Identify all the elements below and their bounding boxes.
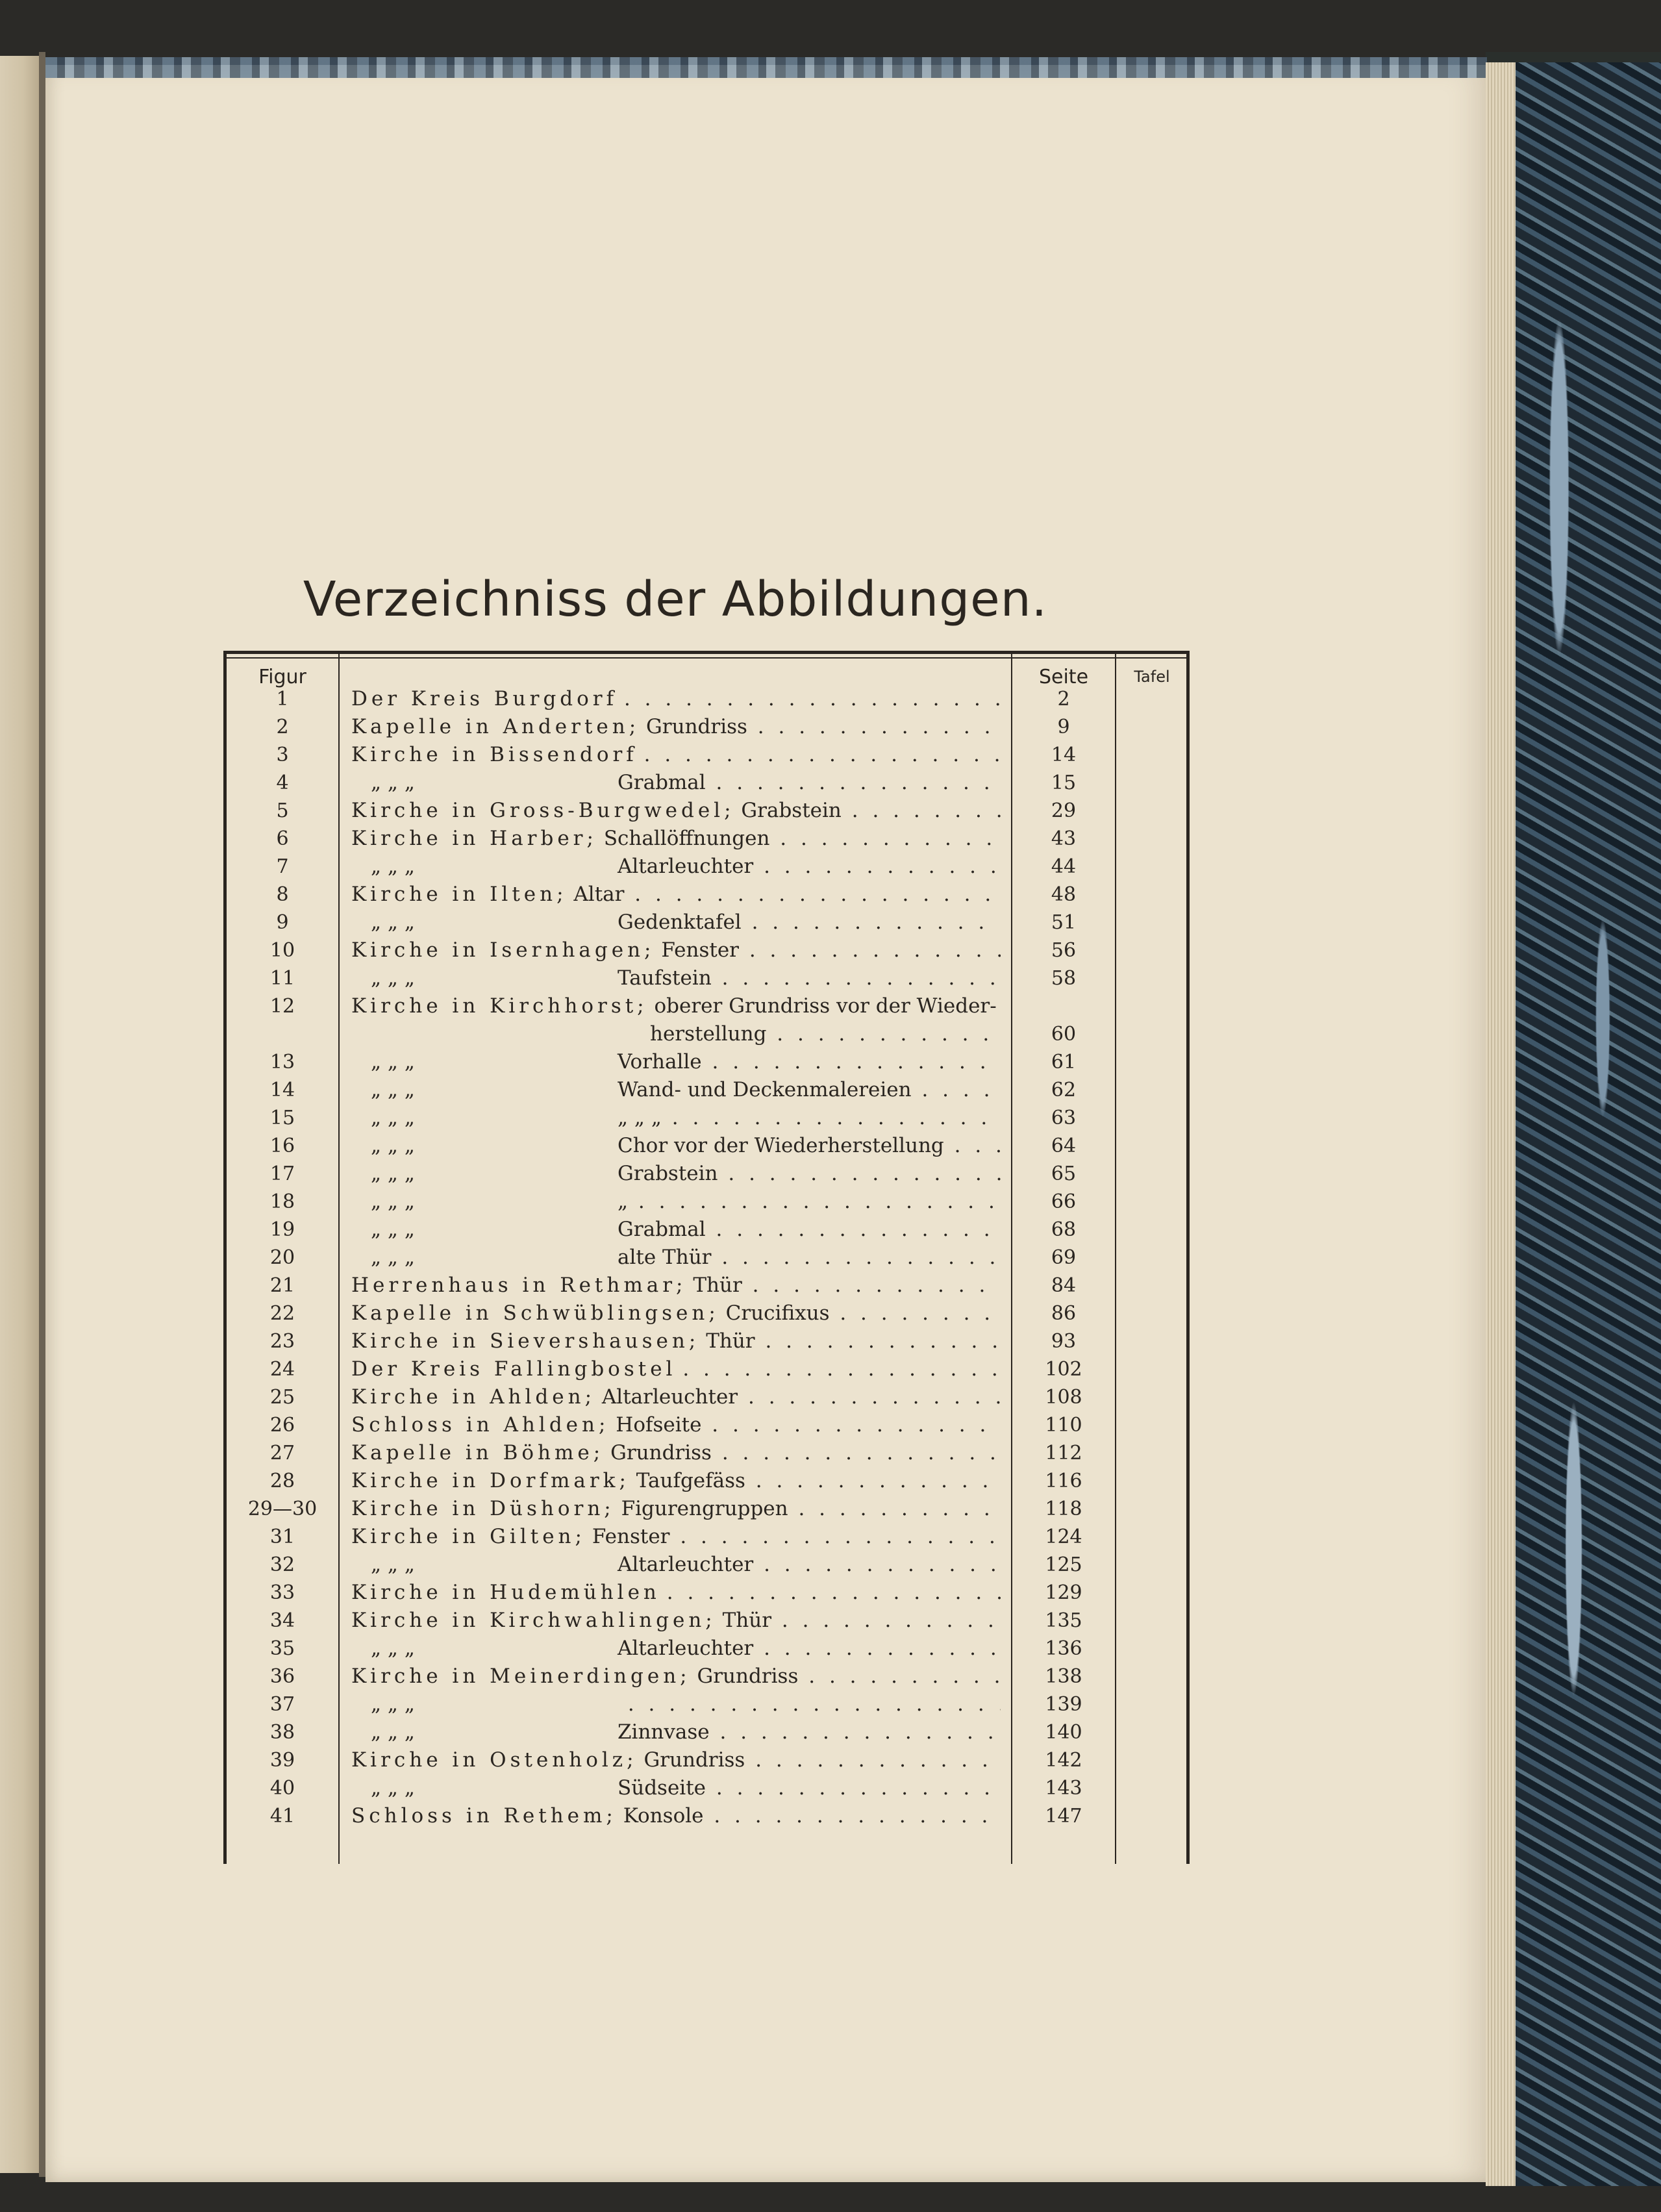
table-row: [227, 1439, 1186, 1467]
figure-description: [351, 964, 1001, 992]
header-seite: Seite: [1038, 666, 1089, 688]
place-name: Kirche in Kirchhorst;: [351, 994, 648, 1018]
figure-description: [351, 936, 1001, 964]
detail-text: Grundriss: [610, 1441, 712, 1464]
page-number: 139: [1045, 1693, 1082, 1716]
ditto-marks: „ „ „: [371, 1078, 415, 1101]
detail-text: Konsole: [623, 1804, 704, 1828]
table-row: [227, 713, 1186, 741]
figure-number: 20: [269, 1246, 295, 1269]
table-row: [227, 825, 1186, 853]
detail-text: Thür: [706, 1329, 755, 1353]
place-name: Der Kreis Fallingbostel: [351, 1357, 677, 1381]
place-name: Kapelle in Böhme;: [351, 1441, 605, 1464]
table-row: [227, 1132, 1186, 1160]
figure-description: [351, 1160, 1001, 1188]
figure-number: 16: [269, 1135, 295, 1157]
detail-text: alte Thür: [618, 1246, 712, 1269]
figure-number: 40: [269, 1777, 295, 1800]
figure-number: 8: [276, 883, 289, 906]
table-row: [227, 797, 1186, 825]
page-number: 140: [1045, 1721, 1082, 1744]
place-name: Kirche in Isernhagen;: [351, 938, 655, 962]
detail-text: Südseite: [618, 1776, 706, 1800]
ditto-marks: „ „ „: [371, 1776, 415, 1800]
ditto-marks: „ „ „: [371, 1162, 415, 1185]
ditto-marks: „ „ „: [371, 911, 415, 934]
table-row: [227, 909, 1186, 936]
detail-text: Fenster: [592, 1525, 670, 1548]
place-name: Kirche in Meinerdingen;: [351, 1665, 691, 1688]
place-name: Kirche in Dorfmark;: [351, 1469, 630, 1492]
figure-description: [351, 1300, 1001, 1327]
book-gutter: [39, 52, 45, 2177]
ditto-marks: „ „ „: [371, 771, 415, 794]
figure-number: 39: [269, 1749, 295, 1772]
marbled-cover: [1516, 62, 1661, 2186]
table-row: [227, 1663, 1186, 1690]
figure-index-table: [223, 651, 1190, 1864]
page-stack-edge: [1486, 62, 1516, 2186]
table-row: [227, 1718, 1186, 1746]
detail-text: Grundriss: [643, 1748, 745, 1772]
page-number: 129: [1045, 1581, 1082, 1604]
ditto-marks: „ „ „: [371, 1637, 415, 1660]
table-row: [227, 881, 1186, 909]
table-row: [227, 1300, 1186, 1327]
page-number: 124: [1045, 1526, 1082, 1548]
page-number: 44: [1051, 855, 1077, 878]
detail-text: Vorhalle: [618, 1050, 702, 1074]
detail-text: Schallöffnungen: [603, 827, 770, 850]
figure-number: 36: [269, 1665, 295, 1688]
place-name: Kirche in Hudemühlen: [351, 1581, 660, 1604]
detail-text: Grabmal: [618, 771, 706, 794]
page-number: 138: [1045, 1665, 1082, 1688]
detail-text: Gedenktafel: [618, 911, 742, 934]
figure-number: 17: [269, 1163, 295, 1185]
page-number: 110: [1045, 1414, 1082, 1437]
table-row: [227, 1746, 1186, 1774]
figure-description: [351, 909, 1001, 936]
figure-number: 26: [269, 1414, 295, 1437]
detail-text: Grabmal: [618, 1218, 706, 1241]
detail-text: Grabstein: [741, 799, 842, 822]
place-name: Kapelle in Anderten;: [351, 715, 640, 738]
table-row: [227, 1607, 1186, 1635]
figure-number: 24: [269, 1358, 295, 1381]
figure-description: [351, 1579, 1001, 1607]
ditto-marks: „ „ „: [371, 1106, 415, 1129]
figure-description: [351, 1272, 1001, 1300]
page-number: 63: [1051, 1107, 1077, 1129]
table-row: [227, 1635, 1186, 1663]
table-row: [227, 936, 1186, 964]
page-number: 64: [1051, 1135, 1077, 1157]
table-row: [227, 1523, 1186, 1551]
place-name: Kirche in Sievershausen;: [351, 1329, 700, 1353]
figure-description: [351, 1020, 1001, 1048]
place-name: Schloss in Ahlden;: [351, 1413, 610, 1437]
table-row: [227, 1104, 1186, 1132]
figure-number: 41: [269, 1805, 295, 1828]
left-page-edge: [0, 56, 39, 2173]
figure-description: [351, 825, 1001, 853]
detail-text: Altarleuchter: [618, 855, 754, 878]
table-row: [227, 769, 1186, 797]
detail-text: Chor vor der Wiederherstellung: [618, 1134, 944, 1157]
page-number: 102: [1045, 1358, 1082, 1381]
page-number: 14: [1051, 744, 1077, 766]
figure-description: [351, 797, 1001, 825]
page-number: 147: [1045, 1805, 1082, 1828]
ditto-marks: „ „ „: [371, 1190, 415, 1213]
figure-description: [351, 1718, 1001, 1746]
figure-number: 21: [269, 1274, 295, 1297]
figure-number: 5: [276, 799, 289, 822]
detail-text: Fenster: [661, 938, 739, 962]
table-row: [227, 1383, 1186, 1411]
table-row: [227, 964, 1186, 992]
detail-text: „ „ „: [618, 1106, 662, 1129]
figure-number: 33: [269, 1581, 295, 1604]
figure-description: [351, 1439, 1001, 1467]
detail-text: Thür: [693, 1274, 742, 1297]
table-row: [227, 1076, 1186, 1104]
table-row: [227, 1020, 1186, 1048]
figure-description: [351, 1076, 1001, 1104]
figure-description: [351, 1355, 1001, 1383]
figure-description: [351, 713, 1001, 741]
page-number: 84: [1051, 1274, 1077, 1297]
figure-number: 34: [269, 1609, 295, 1632]
figure-number: 37: [269, 1693, 295, 1716]
table-row: [227, 1774, 1186, 1802]
detail-text: Altar: [573, 883, 625, 906]
figure-number: 31: [269, 1526, 295, 1548]
table-row: [227, 1216, 1186, 1244]
place-name: Schloss in Rethem;: [351, 1804, 617, 1828]
figure-description: [351, 1244, 1001, 1272]
detail-text: Taufgefäss: [636, 1469, 745, 1492]
figure-description: [351, 881, 1001, 909]
page-number: 86: [1051, 1302, 1077, 1325]
figure-number: 2: [276, 716, 289, 738]
figure-number: 11: [269, 967, 295, 990]
table-row: [227, 1244, 1186, 1272]
page-number: 125: [1045, 1553, 1082, 1576]
figure-description: [351, 1635, 1001, 1663]
page-number: 43: [1051, 827, 1077, 850]
figure-number: 14: [269, 1079, 295, 1101]
table-row: [227, 1272, 1186, 1300]
page-number: 66: [1051, 1190, 1077, 1213]
detail-text: Altarleuchter: [618, 1637, 754, 1660]
page-number: 9: [1057, 716, 1070, 738]
detail-text: Altarleuchter: [601, 1385, 738, 1409]
page-number: 112: [1045, 1442, 1082, 1464]
figure-number: 38: [269, 1721, 295, 1744]
page-number: 51: [1051, 911, 1077, 934]
figure-number: 9: [276, 911, 289, 934]
figure-description: [351, 1383, 1001, 1411]
detail-text: Grundriss: [697, 1665, 799, 1688]
figure-number: 28: [269, 1470, 295, 1492]
ditto-marks: „ „ „: [371, 1692, 415, 1716]
page-number: 15: [1051, 772, 1077, 794]
page-number: 56: [1051, 939, 1077, 962]
place-name: Kirche in Harber;: [351, 827, 597, 850]
detail-text: oberer Grundriss vor der Wieder-: [654, 994, 997, 1018]
page-number: 142: [1045, 1749, 1082, 1772]
detail-text: Altarleuchter: [618, 1553, 754, 1576]
table-row: [227, 685, 1186, 713]
figure-number: 22: [269, 1302, 295, 1325]
figure-number: 18: [269, 1190, 295, 1213]
detail-text: Zinnvase: [618, 1720, 710, 1744]
page-number: 62: [1051, 1079, 1077, 1101]
marbled-top-strip: [45, 57, 1487, 78]
figure-description: [351, 1327, 1001, 1355]
page-number: 29: [1051, 799, 1077, 822]
table-row: [227, 1690, 1186, 1718]
figure-number: 27: [269, 1442, 295, 1464]
figure-number: 25: [269, 1386, 295, 1409]
figure-number: 15: [269, 1107, 295, 1129]
figure-description: [351, 1104, 1001, 1132]
detail-text: Taufstein: [618, 966, 712, 990]
detail-text: „: [618, 1190, 629, 1213]
table-row: [227, 992, 1186, 1020]
figure-number: 3: [276, 744, 289, 766]
table-row: [227, 1802, 1186, 1830]
table-row: [227, 1048, 1186, 1076]
figure-description: [351, 1048, 1001, 1076]
figure-description: [351, 741, 1001, 769]
place-name: Kirche in Gilten;: [351, 1525, 586, 1548]
figure-description: [351, 769, 1001, 797]
figure-number: 12: [269, 995, 295, 1018]
ditto-marks: „ „ „: [371, 1720, 415, 1744]
figure-description: [351, 1746, 1001, 1774]
ditto-marks: „ „ „: [371, 855, 415, 878]
page-title: Verzeichniss der Abbildungen.: [303, 572, 1048, 627]
place-name: Kirche in Gross-Burgwedel;: [351, 799, 735, 822]
figure-description: [351, 685, 1001, 713]
figure-description: [351, 1132, 1001, 1160]
detail-text: Figurengruppen: [621, 1497, 788, 1520]
ditto-marks: „ „ „: [371, 1134, 415, 1157]
table-row: [227, 741, 1186, 769]
table-row: [227, 1411, 1186, 1439]
figure-description: [351, 1495, 1001, 1523]
figure-number: 4: [276, 772, 289, 794]
table-row: [227, 1467, 1186, 1495]
figure-number: 32: [269, 1553, 295, 1576]
ditto-marks: „ „ „: [371, 1050, 415, 1074]
table-row: [227, 1579, 1186, 1607]
detail-text: herstellung: [650, 1022, 767, 1046]
page-number: 58: [1051, 967, 1077, 990]
page-number: 69: [1051, 1246, 1077, 1269]
figure-number: 29—30: [247, 1498, 318, 1520]
figure-number: 7: [276, 855, 289, 878]
detail-text: Grabstein: [618, 1162, 718, 1185]
detail-text: Hofseite: [616, 1413, 702, 1437]
figure-description: [351, 1802, 1001, 1830]
page-number: 68: [1051, 1218, 1077, 1241]
page-number: 135: [1045, 1609, 1082, 1632]
figure-description: [351, 1607, 1001, 1635]
ditto-marks: „ „ „: [371, 1553, 415, 1576]
figure-description: [351, 1774, 1001, 1802]
place-name: Kirche in Ilten;: [351, 883, 568, 906]
table-row: [227, 853, 1186, 881]
figure-description: [351, 1551, 1001, 1579]
detail-text: Wand- und Deckenmalereien: [618, 1078, 912, 1101]
figure-number: 10: [269, 939, 295, 962]
detail-text: Thür: [722, 1609, 772, 1632]
figure-number: 19: [269, 1218, 295, 1241]
ditto-marks: „ „ „: [371, 1246, 415, 1269]
page-number: 118: [1045, 1498, 1082, 1520]
place-name: Kirche in Ahlden;: [351, 1385, 596, 1409]
place-name: Kirche in Kirchwahlingen;: [351, 1609, 716, 1632]
page-number: 48: [1051, 883, 1077, 906]
figure-description: [351, 1216, 1001, 1244]
ditto-marks: „ „ „: [371, 966, 415, 990]
ditto-marks: „ „ „: [371, 1218, 415, 1241]
header-figur: Figur: [258, 666, 306, 688]
figure-description: [351, 1523, 1001, 1551]
place-name: Kirche in Ostenholz;: [351, 1748, 638, 1772]
figure-description: [351, 1188, 1001, 1216]
table-row: [227, 1188, 1186, 1216]
figure-number: 1: [276, 688, 289, 710]
page-number: 93: [1051, 1330, 1077, 1353]
header-tafel: Tafel: [1134, 668, 1170, 686]
place-name: Kirche in Düshorn;: [351, 1497, 615, 1520]
page-number: 2: [1057, 688, 1070, 710]
page-number: 108: [1045, 1386, 1082, 1409]
figure-description: [351, 1411, 1001, 1439]
figure-number: 35: [269, 1637, 295, 1660]
place-name: Herrenhaus in Rethmar;: [351, 1274, 687, 1297]
table-row: [227, 1551, 1186, 1579]
figure-description: [351, 1690, 1001, 1718]
place-name: Der Kreis Burgdorf: [351, 687, 618, 710]
figure-description: [351, 1467, 1001, 1495]
table-row: [227, 1355, 1186, 1383]
detail-text: Grundriss: [646, 715, 747, 738]
place-name: Kirche in Bissendorf: [351, 743, 638, 766]
figure-description: [351, 992, 1001, 1020]
figure-number: 13: [269, 1051, 295, 1074]
page-number: 136: [1045, 1637, 1082, 1660]
table-row: [227, 1495, 1186, 1523]
table-row: [227, 1327, 1186, 1355]
figure-number: 6: [276, 827, 289, 850]
page-number: 61: [1051, 1051, 1077, 1074]
figure-number: 23: [269, 1330, 295, 1353]
place-name: Kapelle in Schwüblingsen;: [351, 1301, 719, 1325]
table-row: [227, 1160, 1186, 1188]
page-number: 143: [1045, 1777, 1082, 1800]
page-number: 65: [1051, 1163, 1077, 1185]
figure-description: [351, 1663, 1001, 1690]
page-number: 116: [1045, 1470, 1082, 1492]
detail-text: Crucifixus: [725, 1301, 830, 1325]
figure-description: [351, 853, 1001, 881]
page-number: 60: [1051, 1023, 1077, 1046]
